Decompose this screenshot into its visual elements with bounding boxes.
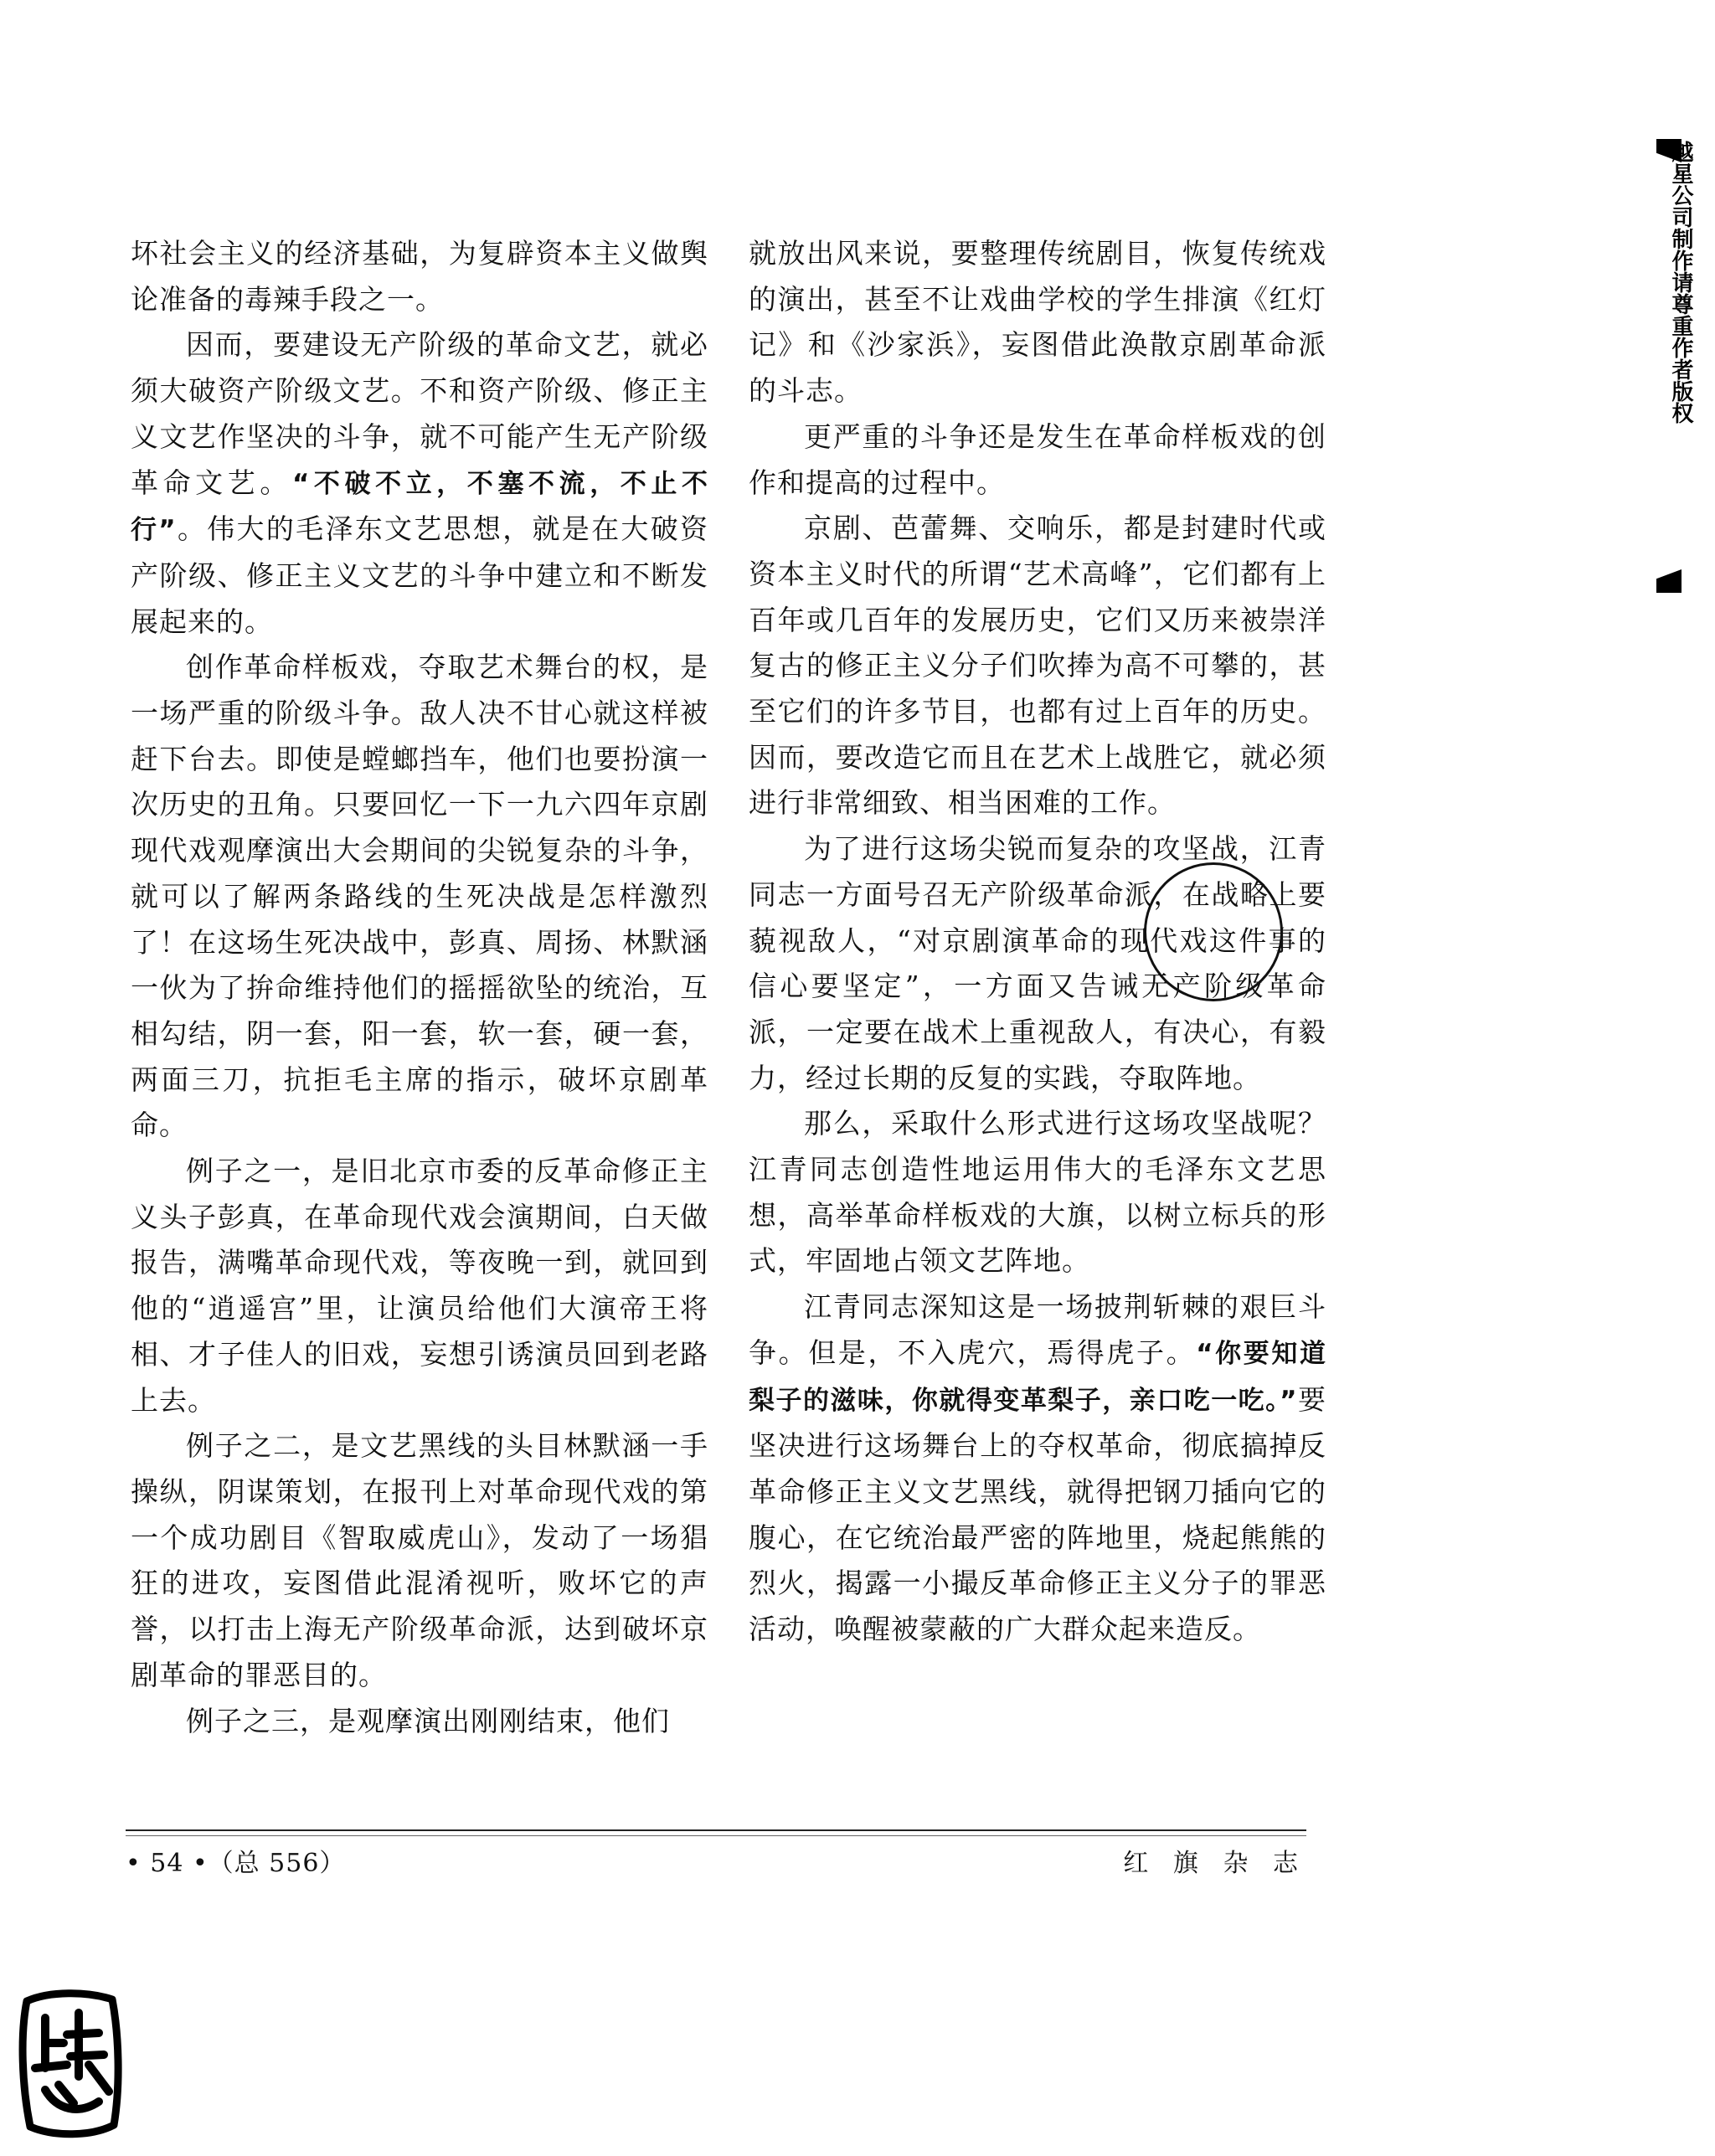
paragraph: 就放出风来说，要整理传统剧目，恢复传统戏的演出，甚至不让戏曲学校的学生排演《红灯记》和《沙家浜》，妄图借此涣散京剧革命派的斗志。: [749, 237, 1326, 408]
paragraph: 例子之三，是观摩演出刚刚结束，他们: [186, 1704, 670, 1737]
paragraph: 京剧、芭蕾舞、交响乐，都是封建时代或资本主义时代的所谓“艺术高峰”，它们都有上百年或几百年的发展历史，它们又历来被崇洋复古的修正主义分子们吹捧为高不可攀的，甚至它们的许多节目，也都有过上百年的历史。因而，要改造它而且在艺术上战胜它，就必须进行非常细致、相当困难的工作。: [749, 512, 1326, 820]
paragraph-text: 。伟大的毛泽东文艺思想，就是在大破资产阶级、修正主义文艺的斗争中建立和不断发展起来的。: [131, 512, 709, 638]
paragraph: 为了进行这场尖锐而复杂的攻坚战，江青同志一方面号召无产阶级革命派，在战略上要藐视敌人，“对京剧演革命的现代戏这件事的信心要坚定”，一方面又告诫无产阶级革命派，一定要在战术上重视敌人，有决心，有毅力，经过长期的反复的实践，夺取阵地。: [749, 832, 1326, 1094]
seal-stamp-icon: [12, 1984, 129, 2143]
margin-bar-bottom: [1656, 569, 1682, 593]
paragraph-text: 江青同志深知这是一场披荆斩棘的艰巨斗争。但是，不入虎穴，焉得虎子。: [749, 1290, 1326, 1369]
journal-name: 红 旗 杂 志: [1123, 1849, 1306, 1878]
footer-rule-thin: [126, 1835, 1306, 1836]
page-number: • 54 •（总 556）: [126, 1849, 346, 1878]
paragraph: 坏社会主义的经济基础，为复辟资本主义做舆论准备的毒辣手段之一。: [131, 237, 708, 316]
footer-rule: [126, 1829, 1306, 1831]
margin-watermark-text: 越星公司制作请尊重作者版权: [1668, 141, 1693, 424]
bold-quote: “你要知道梨子的滋味，你就得变革梨子，亲口吃一吃。”: [749, 1338, 1327, 1416]
paragraph: 那么，采取什么形式进行这场攻坚战呢？江青同志创造性地运用伟大的毛泽东文艺思想，高举革命样板戏的大旗，以树立标兵的形式，牢固地占领文艺阵地。: [749, 1107, 1326, 1278]
paragraph-text: 要坚决进行这场舞台上的夺权革命，彻底搞掉反革命修正主义文艺黑线，就得把钢刀插向它的腹心，在它统治最严密的阵地里，烧起熊熊的烈火，揭露一小撮反革命修正主义分子的罪恶活动，唤醒被蒙蔽的广大群众起来造反。: [749, 1382, 1326, 1646]
paragraph: 例子之二，是文艺黑线的头目林默涵一手操纵，阴谋策划，在报刊上对革命现代戏的第一个成功剧目《智取威虎山》，发动了一场猖狂的进攻，妄图借此混淆视听，败坏它的声誉，以打击上海无产阶级革命派，达到破坏京剧革命的罪恶目的。: [131, 1429, 708, 1691]
paragraph: 创作革命样板戏，夺取艺术舞台的权，是一场严重的阶级斗争。敌人决不甘心就这样被赶下台去。即使是螳螂挡车，他们也要扮演一次历史的丑角。只要回忆一下一九六四年京剧现代戏观摩演出大会期间的尖锐复杂的斗争，就可以了解两条路线的生死决战是怎样激烈了！在这场生死决战中，彭真、周扬、林默涵一伙为了拚命维持他们的摇摇欲坠的统治，互相勾结，阴一套，阳一套，软一套，硬一套，两面三刀，抗拒毛主席的指示，破坏京剧革命。: [131, 651, 708, 1142]
paragraph: 更严重的斗争还是发生在革命样板戏的创作和提高的过程中。: [749, 419, 1326, 499]
paragraph-text: 因而，要建设无产阶级的革命文艺，就必须大破资产阶级文艺。不和资产阶级、修正主义文艺作坚决的斗争，就不可能产生无产阶级革命文艺。: [131, 328, 708, 499]
paragraph: [131, 322, 708, 645]
paragraph: 例子之一，是旧北京市委的反革命修正主义头子彭真，在革命现代戏会演期间，白天做报告，满嘴革命现代戏，等夜晚一到，就回到他的“逍遥宫”里，让演员给他们大演帝王将相、才子佳人的旧戏，妄想引诱演员回到老路上去。: [131, 1155, 708, 1417]
left-text-column: [131, 231, 708, 1744]
paragraph: [749, 1284, 1326, 1653]
bold-quote: “不破不立，不塞不流，不止不行”: [131, 468, 708, 546]
circle-annotation: [1144, 862, 1283, 1001]
